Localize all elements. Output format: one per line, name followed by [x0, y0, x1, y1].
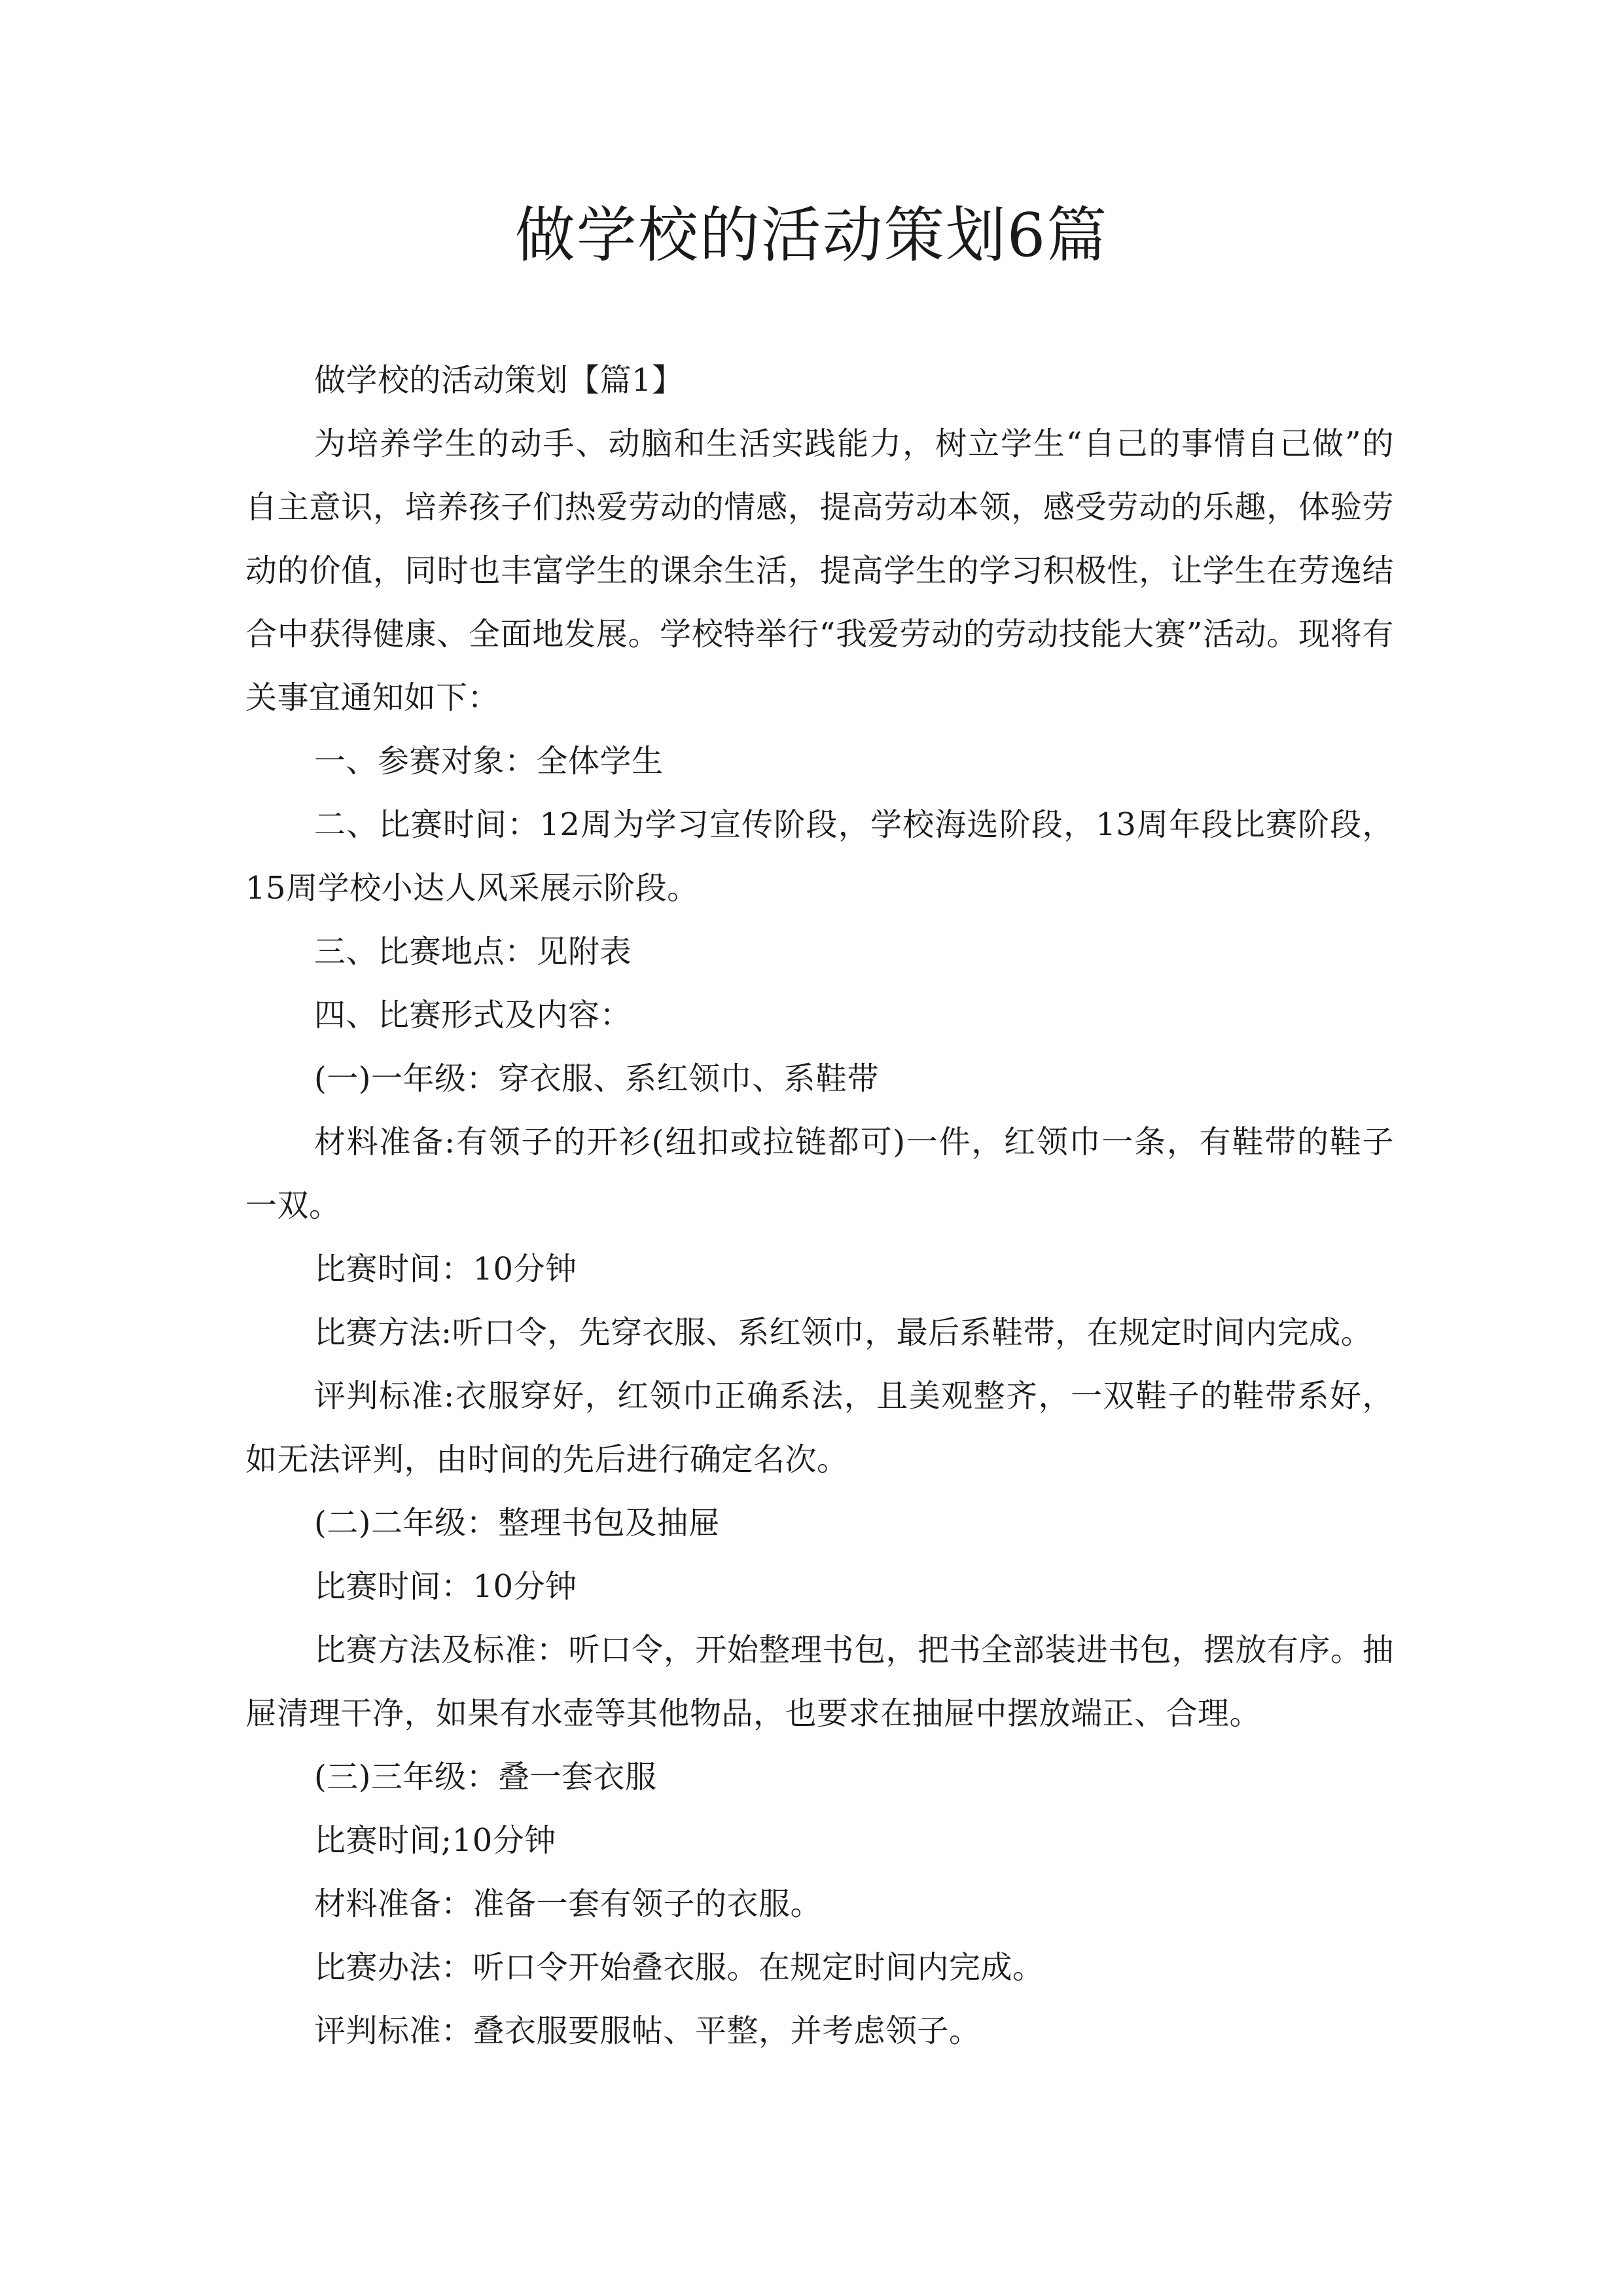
grade-two-method: 比赛方法及标准：听口令，开始整理书包，把书全部装进书包，摆放有序。抽屉清理干净，如果有水壶等其他物品，也要求在抽屉中摆放端正、合理。: [245, 1632, 1394, 1732]
schedule-item: 二、比赛时间：12周为学习宣传阶段，学校海选阶段，13周年段比赛阶段，15周学校小达人风采展示阶段。: [245, 806, 1394, 906]
grade-two-heading: (二)二年级：整理书包及抽屉: [314, 1505, 721, 1541]
grade-one-method: 比赛方法:听口令，先穿衣服、系红领巾，最后系鞋带，在规定时间内完成。: [314, 1314, 1373, 1351]
grade-three-materials: 材料准备：准备一套有领子的衣服。: [314, 1886, 823, 1922]
location-item: 三、比赛地点：见附表: [314, 933, 632, 970]
grade-one-time: 比赛时间：10分钟: [314, 1251, 577, 1287]
intro-paragraph: 为培养学生的动手、动脑和生活实践能力，树立学生“自己的事情自己做”的自主意识，培养孩子们热爱劳动的情感，提高劳动本领，感受劳动的乐趣，体验劳动的价值，同时也丰富学生的课余生活，提高学生的学习积极性，让学生在劳逸结合中获得健康、全面地发展。学校特举行“我爱劳动的劳动技能大赛”活动。现将有关事宜通知如下：: [245, 425, 1394, 716]
grade-three-heading: (三)三年级：叠一套衣服: [314, 1759, 657, 1795]
section-heading: 做学校的活动策划【篇1】: [314, 362, 684, 399]
grade-two-time: 比赛时间：10分钟: [314, 1568, 577, 1605]
grade-three-method: 比赛办法：听口令开始叠衣服。在规定时间内完成。: [314, 1949, 1044, 1986]
grade-one-materials: 材料准备:有领子的开衫(纽扣或拉链都可)一件，红领巾一条，有鞋带的鞋子一双。: [245, 1124, 1394, 1224]
grade-three-time: 比赛时间;10分钟: [314, 1822, 556, 1859]
document-body: [245, 349, 1394, 2063]
format-heading: 四、比赛形式及内容：: [314, 997, 632, 1033]
participants-item: 一、参赛对象：全体学生: [314, 743, 664, 780]
grade-one-heading: (一)一年级：穿衣服、系红领巾、系鞋带: [314, 1060, 879, 1097]
grade-three-criteria: 评判标准：叠衣服要服帖、平整，并考虑领子。: [314, 2013, 981, 2049]
document-title: 做学校的活动策划6篇: [514, 200, 1109, 270]
grade-one-criteria: 评判标准:衣服穿好，红领巾正确系法，且美观整齐，一双鞋子的鞋带系好，如无法评判，由时间的先后进行确定名次。: [245, 1378, 1394, 1478]
